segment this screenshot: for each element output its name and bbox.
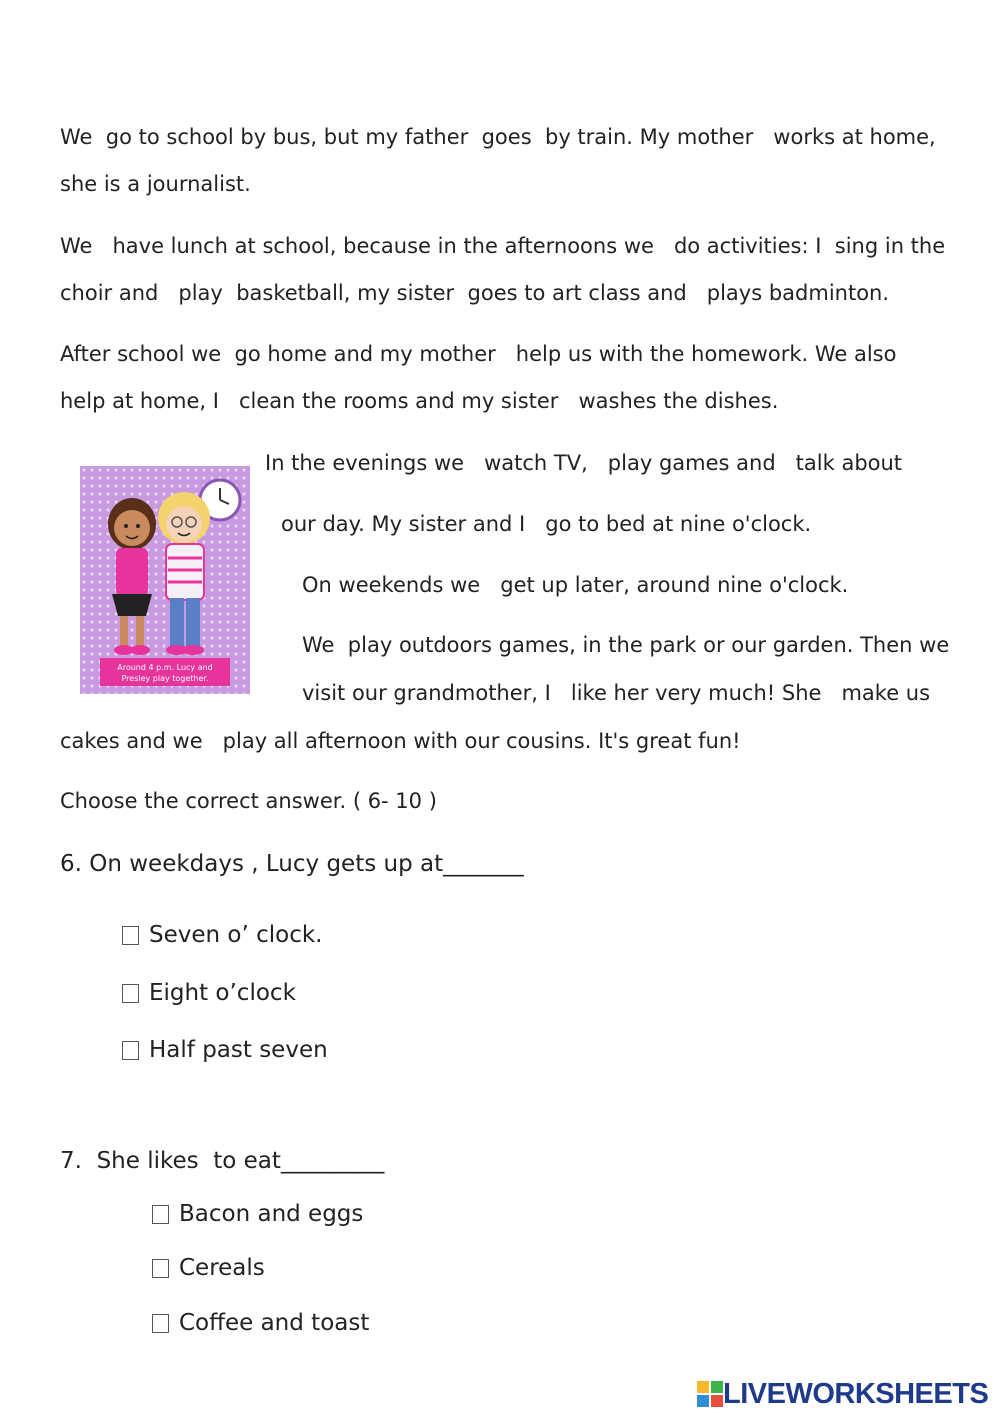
- logo-text: LIVEWORKSHEETS: [723, 1377, 989, 1410]
- passage-line: she is a journalist.: [60, 172, 251, 196]
- passage-line: We go to school by bus, but my father goes by train. My mother works at home,: [60, 125, 936, 149]
- checkbox[interactable]: [122, 984, 139, 1003]
- option-label: Half past seven: [149, 1037, 328, 1063]
- checkbox[interactable]: [122, 926, 139, 945]
- passage-line: cakes and we play all afternoon with our cousins. It's great fun!: [60, 729, 741, 753]
- option-label: Eight o’clock: [149, 980, 296, 1006]
- option-label: Bacon and eggs: [179, 1201, 364, 1227]
- checkbox[interactable]: [152, 1205, 169, 1224]
- question-7-option: [152, 1309, 369, 1337]
- passage-line: visit our grandmother, I like her very much! She make us: [302, 681, 931, 705]
- illustration-caption-line2: Presley play together.: [121, 674, 209, 683]
- instructions: Choose the correct answer. ( 6- 10 ): [60, 789, 437, 813]
- passage-line: We play outdoors games, in the park or our garden. Then we: [302, 633, 950, 657]
- checkbox[interactable]: [152, 1314, 169, 1333]
- question-6-option: [122, 1036, 328, 1064]
- option-label: Coffee and toast: [179, 1310, 370, 1336]
- passage-line: our day. My sister and I go to bed at nine o'clock.: [281, 512, 812, 536]
- question-7-option: [152, 1200, 363, 1228]
- passage-line: choir and play basketball, my sister goes to art class and plays badminton.: [60, 281, 890, 305]
- passage-line: help at home, I clean the rooms and my sister washes the dishes.: [60, 389, 779, 413]
- girls-illustration-art: [80, 466, 250, 694]
- illustration-caption-line1: Around 4 p.m. Lucy and: [117, 663, 213, 672]
- question-7-option: [152, 1254, 265, 1282]
- checkbox[interactable]: [152, 1259, 169, 1278]
- passage-line: In the evenings we watch TV, play games and talk about: [265, 451, 903, 475]
- option-label: Seven o’ clock.: [149, 922, 323, 948]
- passage-line: After school we go home and my mother help us with the homework. We also: [60, 342, 897, 366]
- question-6-option: [122, 921, 322, 949]
- question-6-option: [122, 979, 296, 1007]
- question-6-prompt: 6. On weekdays , Lucy gets up at_______: [60, 851, 524, 877]
- checkbox[interactable]: [122, 1041, 139, 1060]
- girls-illustration: [80, 466, 250, 694]
- liveworksheets-logo-icon: [697, 1381, 723, 1407]
- option-label: Cereals: [179, 1255, 265, 1281]
- passage-line: On weekends we get up later, around nine o'clock.: [302, 573, 849, 597]
- passage-line: We have lunch at school, because in the afternoons we do activities: I sing in the: [60, 234, 946, 258]
- liveworksheets-logo: [697, 1378, 988, 1410]
- question-7-prompt: 7. She likes to eat_________: [60, 1148, 385, 1174]
